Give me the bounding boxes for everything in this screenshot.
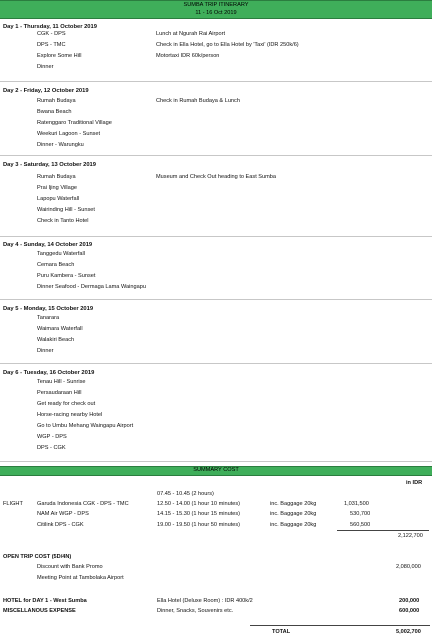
- day-activity: Ratenggaro Traditional Village: [37, 120, 112, 126]
- open-trip-label: OPEN TRIP COST (5D/4N): [3, 554, 72, 560]
- day-activity: Dinner: [37, 348, 54, 354]
- day-activity: Rumah Budaya: [37, 98, 76, 104]
- flight-time: 19.00 - 19.50 (1 hour 50 minutes): [157, 522, 241, 528]
- misc-label: MISCELLANOUS EXPENSE: [3, 608, 76, 614]
- day-block-2: [0, 82, 432, 156]
- day-note: Museum and Check Out heading to East Sumba: [156, 174, 277, 180]
- day-activity: Waimara Waterfall: [37, 326, 83, 332]
- day-activity: Check in Tanto Hotel: [37, 218, 89, 224]
- day-block-5: [0, 300, 432, 364]
- day-activity: Dinner: [37, 64, 54, 70]
- itinerary-title: SUMBA TRIP ITINERARY: [183, 2, 249, 8]
- day-block-6: [0, 364, 432, 462]
- day-header: Day 5 - Monday, 15 October 2019: [3, 306, 94, 312]
- day-block-3: [0, 156, 432, 237]
- day-block-4: [0, 237, 432, 300]
- hotel-desc: Ella Hotel (Deluxe Room) : IDR 400k/2: [157, 598, 253, 604]
- summary-section: [0, 475, 432, 640]
- flight-subtotal-rule: [337, 530, 429, 531]
- day-note: Motortaxi IDR 60k/person: [156, 53, 220, 59]
- day-note: Lunch at Ngurah Rai Airport: [156, 31, 226, 37]
- flight-baggage: inc. Baggage 20kg: [270, 501, 317, 507]
- day-activity: Prai Ijing Village: [37, 185, 78, 191]
- flight-baggage: inc. Baggage 20kg: [270, 522, 317, 528]
- flight-label: FLIGHT: [3, 501, 23, 507]
- day-header: Day 4 - Sunday, 14 October 2019: [3, 242, 93, 248]
- day-activity: DPS - CGK: [37, 445, 66, 451]
- flight-time: 14.15 - 15.30 (1 hour 15 minutes): [157, 511, 241, 517]
- day-activity: Tenau Hill - Sunrise: [37, 379, 86, 385]
- grand-total-value: 5,002,700: [396, 629, 421, 635]
- currency-label: in IDR: [406, 480, 423, 486]
- flight-price: 560,500: [350, 522, 371, 528]
- day-activity: CGK - DPS: [37, 31, 66, 37]
- flight-route: Citilink DPS - CGK: [37, 522, 84, 528]
- open-trip-note: Meeting Point at Tambolaka Airport: [37, 575, 124, 581]
- day-activity: WGP - DPS: [37, 434, 67, 440]
- grand-total-label: TOTAL: [272, 629, 291, 635]
- grand-total-rule: [250, 625, 430, 626]
- day-activity: Wairinding Hill - Sunset: [37, 207, 95, 213]
- misc-desc: Dinner, Snacks, Souvenirs etc.: [157, 608, 234, 614]
- itinerary-title-bar: [0, 0, 432, 19]
- flight-price: 530,700: [350, 511, 371, 517]
- day-activity: Walakiri Beach: [37, 337, 75, 343]
- hotel-label: HOTEL for DAY 1 - West Sumba: [3, 598, 87, 604]
- day-activity: Tanarara: [37, 315, 60, 321]
- flight-price: 1,031,500: [344, 501, 369, 507]
- flight-baggage: inc. Baggage 20kg: [270, 511, 317, 517]
- day-activity: Explore Some Hill: [37, 53, 82, 59]
- itinerary-date-range: 11 - 16 Oct 2019: [195, 9, 237, 16]
- day-note: Check in Rumah Budaya & Lunch: [156, 98, 240, 104]
- day-activity: Dinner - Warungku: [37, 142, 84, 148]
- open-trip-total: 2,080,000: [396, 564, 421, 570]
- day-activity: Lapopu Waterfall: [37, 196, 80, 202]
- day-activity: Cemara Beach: [37, 262, 75, 268]
- day-header: Day 6 - Tuesday, 16 October 2019: [3, 370, 95, 376]
- day-activity: Rumah Budaya: [37, 174, 76, 180]
- flight-time: 12.50 - 14.00 (1 hour 10 minutes): [157, 501, 241, 507]
- flight-route: Garuda Indonesia CGK - DPS - TMC: [37, 501, 129, 507]
- day-header: Day 1 - Thursday, 11 October 2019: [3, 24, 97, 30]
- open-trip-note: Discount with Bank Promo: [37, 564, 103, 570]
- day-header: Day 2 - Friday, 12 October 2019: [3, 88, 89, 94]
- misc-total: 600,000: [399, 608, 420, 614]
- day-activity: Get ready for check out: [37, 401, 96, 407]
- flight-route: NAM Air WGP - DPS: [37, 511, 89, 517]
- day-activity: Weekuri Lagoon - Sunset: [37, 131, 101, 137]
- day-activity: Persaudaraan Hill: [37, 390, 82, 396]
- day-activity: Dinner Seafood - Dermaga Lama Waingapu: [37, 284, 146, 290]
- day-activity: Bwana Beach: [37, 109, 72, 115]
- flight-first-time: 07.45 - 10.45 (2 hours): [157, 491, 214, 497]
- day-activity: Go to Umbu Mehang Waingapu Airport: [37, 423, 134, 429]
- day-header: Day 3 - Saturday, 13 October 2019: [3, 162, 97, 168]
- flight-total: 2,122,700: [398, 533, 423, 539]
- day-activity: DPS - TMC: [37, 42, 66, 48]
- day-activity: Tanggedu Waterfall: [37, 251, 85, 257]
- day-block-1: [0, 19, 432, 82]
- hotel-total: 200,000: [399, 598, 420, 604]
- day-note: Check in Ella Hotel, go to Ella Hotel by 'Taxi' (IDR 250k/6): [156, 42, 299, 48]
- day-activity: Horse-racing nearby Hotel: [37, 412, 103, 418]
- summary-title: SUMMARY COST: [193, 467, 239, 473]
- day-activity: Puru Kambera - Sunset: [37, 273, 96, 279]
